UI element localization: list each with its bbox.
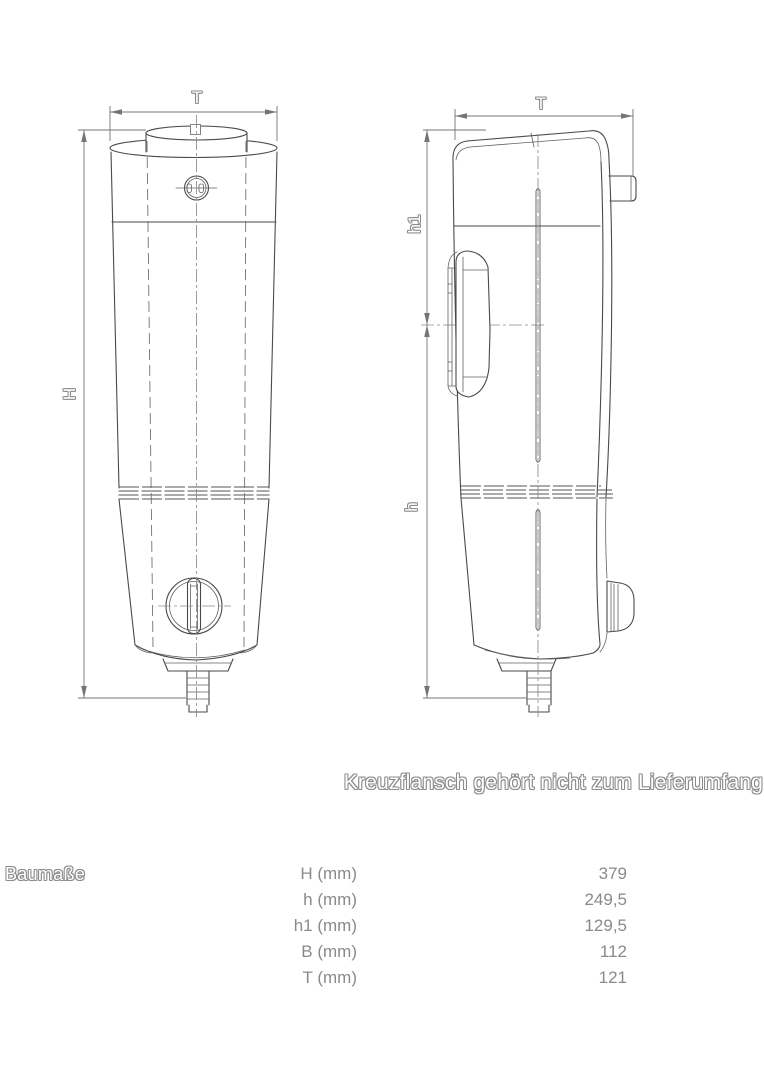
row-value: 249,5 (584, 889, 627, 909)
front-view-drawing (78, 106, 277, 717)
row-value: 112 (599, 941, 627, 961)
row-label: H (mm) (300, 864, 357, 883)
side-lower-height-label: h (402, 502, 421, 512)
row-label: B (mm) (301, 941, 357, 961)
body-outline (111, 152, 277, 488)
table-row (0, 887, 627, 913)
table-caption: Baumaße (5, 864, 86, 884)
side-knob (607, 581, 634, 632)
joint-band (119, 487, 270, 499)
table-row (0, 965, 627, 991)
row-value: 129,5 (584, 915, 627, 935)
side-joint-band (460, 486, 613, 498)
outlet-hose (163, 659, 233, 712)
side-view-drawing (421, 109, 636, 717)
side-upper-height-label: h1 (405, 214, 424, 234)
table-row (0, 861, 627, 887)
table-row (0, 939, 627, 965)
row-value: 379 (598, 864, 627, 883)
table-row (0, 913, 627, 939)
note-text: Kreuzflansch gehört nicht zum Lieferumfang (343, 771, 763, 794)
front-height-label: H (60, 387, 79, 401)
row-value: 121 (598, 967, 627, 987)
mount-tab (609, 176, 636, 201)
side-outlet-hose (497, 659, 556, 712)
row-label: T (mm) (302, 967, 357, 987)
side-width-label: T (535, 94, 547, 113)
side-height-dimensions (421, 130, 546, 698)
row-label: h1 (mm) (293, 915, 357, 935)
dimension-table (0, 861, 627, 990)
front-width-label: T (191, 88, 203, 107)
knob (158, 578, 231, 634)
row-label: h (mm) (303, 889, 357, 909)
